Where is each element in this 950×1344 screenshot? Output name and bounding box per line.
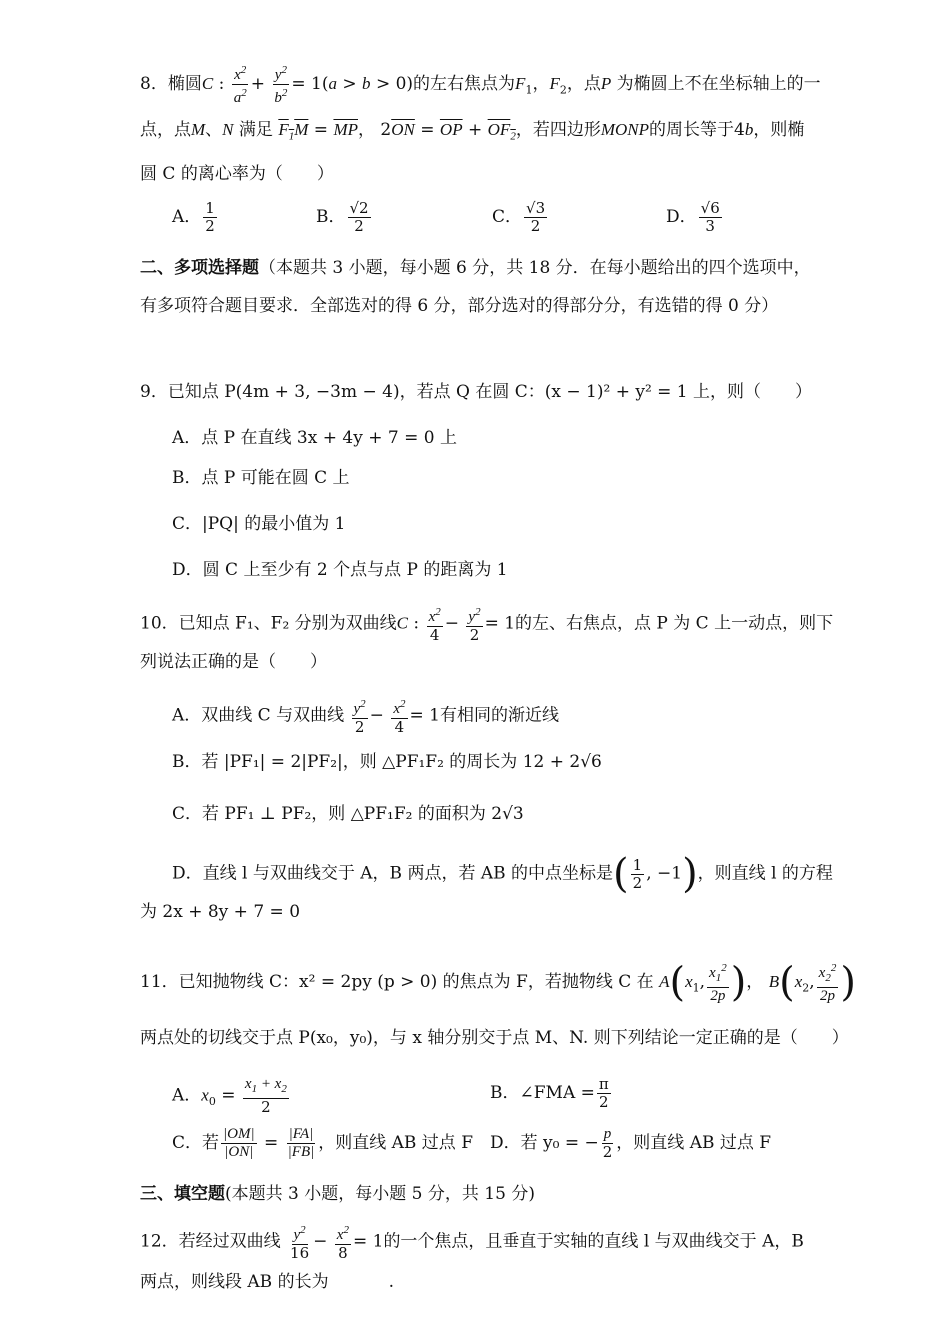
q8-frac-x: $\frac{x^2}{a^2}$ [233,64,247,106]
q9-option-b[interactable]: B．点 P 可能在圆 C 上 [172,468,350,488]
q8-option-b[interactable]: B． $\frac{√2}{2}$ [316,199,369,235]
q10-option-a[interactable]: A．双曲线 C 与双曲线 $\frac{y^2}{2}$ − $\frac{x^2}{4}$ = 1有相同的渐近线 [172,698,559,736]
q10-option-d-line2: 为 2x + 8y + 7 = 0 [140,902,301,922]
q10-option-d[interactable]: D．直线 l 与双曲线交于 A，B 两点，若 AB 的中点坐标是( $\frac{1}{2}$ , −1)，则直线 l 的方程 [172,851,833,897]
q11-stem: 11．已知抛物线 C：x² = 2py (p > 0) 的焦点为 F，若抛物线 C 在 $A(x_1$, $\frac{x_1^2}{2p}$ )， $B(x_2$, $\frac{x_2^2}{2p}$ ) [140,959,856,1006]
section3-heading: 三、填空题(本题共 3 小题，每小题 5 分，共 15 分) [140,1184,535,1204]
q9-option-d[interactable]: D．圆 C 上至少有 2 个点与点 P 的距离为 1 [172,560,508,580]
q9-option-a[interactable]: A．点 P 在直线 3x + 4y + 7 = 0 上 [172,428,457,448]
q11-stem-line2: 两点处的切线交于点 P(x₀，y₀)，与 x 轴分别交于点 M、N. 则下列结论一定正确的是（ ） [140,1028,849,1048]
q10-stem-line2: 列说法正确的是（ ） [140,652,327,672]
q8-option-a[interactable]: A． $\frac{1}{2}$ [172,199,215,235]
q11-option-c[interactable]: C．若 $\frac{|OM|}{|ON|}$ = $\frac{|FA|}{|FB|}$ ，则直线 AB 过点 F [172,1126,474,1160]
section2-title: 二、多项选择题 [140,258,259,278]
section3-title: 三、填空题 [140,1184,225,1204]
q8-option-d[interactable]: D． $\frac{√6}{3}$ [666,199,720,235]
q11-option-b[interactable]: B．∠FMA = $\frac{\pi}{2}$ [490,1075,609,1111]
q8-number: 8． [140,74,168,94]
q12-stem: 12．若经过双曲线 $\frac{y^2}{16}$ − $\frac{x^2}{8}$ = 1的一个焦点，且垂直于实轴的直线 l 与双曲线交于 A，B [140,1224,804,1262]
q9-stem: 9．已知点 P(4m + 3, −3m − 4)，若点 Q 在圆 C：(x − 1)² + y² = 1 上，则（ ） [140,382,813,402]
q10-option-c[interactable]: C．若 PF₁ ⊥ PF₂，则 △PF₁F₂ 的面积为 2√3 [172,804,524,824]
section2-heading: 二、多项选择题（本题共 3 小题，每小题 6 分，共 18 分．在每小题给出的四个选项中， [140,258,811,278]
q10-option-b[interactable]: B．若 |PF₁| = 2|PF₂|，则 △PF₁F₂ 的周长为 12 + 2√6 [172,752,602,772]
q8-line3: 圆 C 的离心率为（ ） [140,164,334,184]
q8-option-c[interactable]: C． $\frac{√3}{2}$ [492,199,546,235]
q11-option-a[interactable]: A．$x_0$ = $\frac{x_1 + x_2}{2}$ [172,1076,287,1116]
q8-line2: 点，点M、N 满足 $F_1M = \overline{MP}$， $2\overline{ON} = \overline{OP} + OF_2$，若四边形MONP的周长等于4b，则椭 [140,120,805,143]
q12-stem-line2: 两点，则线段 AB 的长为 . [140,1272,394,1292]
section2-desc: 有多项符合题目要求．全部选对的得 6 分，部分选对的得部分分，有选错的得 0 分） [140,296,779,316]
q11-option-d[interactable]: D．若 y₀ = − $\frac{p}{2}$ ，则直线 AB 过点 F [490,1126,772,1161]
q9-option-c[interactable]: C．|PQ| 的最小值为 1 [172,514,346,534]
q8-line1: 8．椭圆C : $\frac{x^2}{a^2}$ + $\frac{y^2}{b^2}$ = 1(a > b > 0)的左右焦点为$F_1$，$F_2$，点P 为椭圆上不在坐标轴上的一 [140,64,821,106]
q8-frac-y: $\frac{y^2}{b^2}$ [274,64,288,106]
q10-stem: 10．已知点 F₁、F₂ 分别为双曲线C : $\frac{x^2}{4}$ − $\frac{y^2}{2}$ = 1的左、右焦点，点 P 为 C 上一动点，则下 [140,606,834,644]
